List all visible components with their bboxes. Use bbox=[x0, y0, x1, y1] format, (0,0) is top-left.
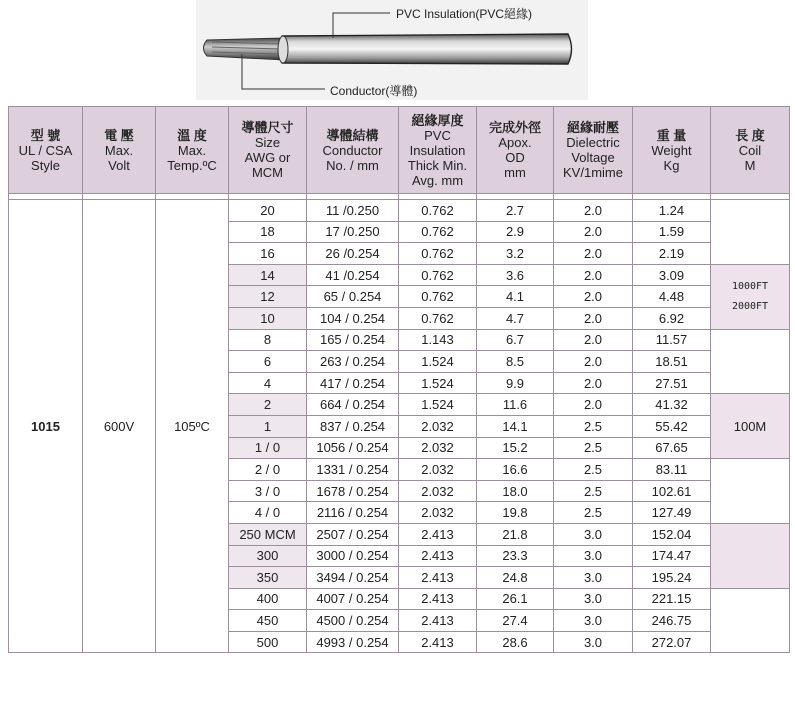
dielectric-cell: 2.5 bbox=[554, 459, 633, 481]
size-cell: 1 bbox=[229, 415, 307, 437]
header-weight-line: Weight bbox=[651, 142, 692, 158]
conductor-cell: 263 / 0.254 bbox=[307, 351, 399, 373]
od-cell: 24.8 bbox=[477, 567, 554, 589]
weight-cell: 195.24 bbox=[633, 567, 711, 589]
dielectric-cell: 2.0 bbox=[554, 329, 633, 351]
header-weight bbox=[633, 107, 711, 194]
dielectric-cell: 2.0 bbox=[554, 221, 633, 243]
header-style-line: 型 號 bbox=[30, 127, 61, 143]
conductor-cell: 3000 / 0.254 bbox=[307, 545, 399, 567]
header-insulation-line: Thick Min. bbox=[407, 157, 468, 173]
header-volt-line: 電 壓 bbox=[104, 127, 134, 143]
od-cell: 9.9 bbox=[477, 372, 554, 394]
size-cell: 450 bbox=[229, 610, 307, 632]
length-cell bbox=[711, 394, 790, 459]
header-temp-line: 溫 度 bbox=[177, 127, 207, 143]
conductor-cell: 104 / 0.254 bbox=[307, 307, 399, 329]
header-temp bbox=[156, 107, 229, 194]
size-cell: 300 bbox=[229, 545, 307, 567]
header-style-line: UL / CSA bbox=[18, 142, 73, 158]
weight-cell: 6.92 bbox=[633, 307, 711, 329]
header-dielectric-line: 絕緣耐壓 bbox=[566, 120, 619, 135]
size-cell: 16 bbox=[229, 243, 307, 265]
header-insulation bbox=[399, 107, 477, 194]
weight-cell: 221.15 bbox=[633, 588, 711, 610]
length-cell bbox=[711, 588, 790, 653]
od-cell: 28.6 bbox=[477, 631, 554, 653]
weight-cell: 174.47 bbox=[633, 545, 711, 567]
dielectric-cell: 2.0 bbox=[554, 264, 633, 286]
insulation-cell: 2.032 bbox=[399, 437, 477, 459]
dielectric-cell: 3.0 bbox=[554, 523, 633, 545]
size-cell: 4 bbox=[229, 372, 307, 394]
conductor-cell: 165 / 0.254 bbox=[307, 329, 399, 351]
size-cell: 2 / 0 bbox=[229, 459, 307, 481]
header-od-line: mm bbox=[504, 165, 526, 180]
conductor-cell: 417 / 0.254 bbox=[307, 372, 399, 394]
size-cell: 20 bbox=[229, 200, 307, 222]
od-cell: 2.9 bbox=[477, 221, 554, 243]
header-size-line: Size bbox=[254, 135, 281, 150]
header-dielectric-line: KV/1mime bbox=[563, 165, 623, 180]
od-cell: 8.5 bbox=[477, 351, 554, 373]
od-cell: 19.8 bbox=[477, 502, 554, 524]
insulation-cell: 2.413 bbox=[399, 523, 477, 545]
dielectric-cell: 2.5 bbox=[554, 480, 633, 502]
header-od-line: OD bbox=[505, 150, 525, 165]
length-cell bbox=[711, 200, 790, 265]
conductor-cell: 4993 / 0.254 bbox=[307, 631, 399, 653]
header-od-line: 完成外徑 bbox=[488, 120, 541, 135]
conductor-strands bbox=[204, 38, 286, 60]
weight-cell: 102.61 bbox=[633, 480, 711, 502]
pvc-insulation bbox=[278, 34, 572, 64]
od-cell: 27.4 bbox=[477, 610, 554, 632]
weight-cell: 83.11 bbox=[633, 459, 711, 481]
header-volt bbox=[83, 107, 156, 194]
insulation-cell: 2.413 bbox=[399, 545, 477, 567]
header-insulation-line: PVC bbox=[424, 127, 451, 143]
insulation-cell: 0.762 bbox=[399, 307, 477, 329]
header-weight-line: Kg bbox=[663, 157, 680, 173]
size-cell: 18 bbox=[229, 221, 307, 243]
dielectric-cell: 3.0 bbox=[554, 545, 633, 567]
insulation-cell: 0.762 bbox=[399, 243, 477, 265]
dielectric-cell: 3.0 bbox=[554, 631, 633, 653]
insulation-cell: 0.762 bbox=[399, 221, 477, 243]
size-cell: 3 / 0 bbox=[229, 480, 307, 502]
length-cell bbox=[711, 459, 790, 524]
header-dielectric-line: Voltage bbox=[571, 150, 615, 165]
weight-cell: 41.32 bbox=[633, 394, 711, 416]
size-cell: 250 MCM bbox=[229, 523, 307, 545]
conductor-cell: 26 /0.254 bbox=[307, 243, 399, 265]
conductor-cell: 2507 / 0.254 bbox=[307, 523, 399, 545]
insulation-cell: 0.762 bbox=[399, 286, 477, 308]
cable-diagram bbox=[0, 0, 795, 100]
header-style-line: Style bbox=[31, 157, 60, 173]
header-size-line: 導體尺寸 bbox=[241, 120, 294, 135]
header-size bbox=[229, 107, 307, 194]
od-cell: 3.6 bbox=[477, 264, 554, 286]
insulation-cell: 2.032 bbox=[399, 502, 477, 524]
header-od bbox=[477, 107, 554, 194]
header-conductor-line: No. / mm bbox=[326, 157, 379, 173]
conductor-label: Conductor(導體) bbox=[330, 84, 418, 98]
insulation-cell: 2.413 bbox=[399, 567, 477, 589]
header-insulation-line: Avg. mm bbox=[411, 172, 464, 188]
header-length-line: 長 度 bbox=[735, 127, 765, 143]
dielectric-cell: 2.0 bbox=[554, 394, 633, 416]
weight-cell: 152.04 bbox=[633, 523, 711, 545]
header-volt-line: Max. bbox=[104, 142, 134, 158]
size-cell: 500 bbox=[229, 631, 307, 653]
conductor-cell: 17 /0.250 bbox=[307, 221, 399, 243]
insulation-label: PVC Insulation(PVC絕緣) bbox=[396, 7, 533, 21]
conductor-cell: 2116 / 0.254 bbox=[307, 502, 399, 524]
header-dielectric bbox=[554, 107, 633, 194]
header-size-line: AWG or bbox=[244, 150, 291, 165]
weight-cell: 272.07 bbox=[633, 631, 711, 653]
header-conductor-line: 導體結構 bbox=[326, 127, 379, 143]
insulation-cell: 0.762 bbox=[399, 264, 477, 286]
insulation-cell: 2.413 bbox=[399, 588, 477, 610]
size-cell: 8 bbox=[229, 329, 307, 351]
weight-cell: 246.75 bbox=[633, 610, 711, 632]
conductor-cell: 837 / 0.254 bbox=[307, 415, 399, 437]
size-cell: 2 bbox=[229, 394, 307, 416]
insulation-cell: 0.762 bbox=[399, 200, 477, 222]
od-cell: 21.8 bbox=[477, 523, 554, 545]
od-cell: 26.1 bbox=[477, 588, 554, 610]
conductor-cell: 1056 / 0.254 bbox=[307, 437, 399, 459]
od-cell: 14.1 bbox=[477, 415, 554, 437]
dielectric-cell: 2.0 bbox=[554, 243, 633, 265]
header-length bbox=[711, 107, 790, 194]
size-cell: 10 bbox=[229, 307, 307, 329]
conductor-cell: 1331 / 0.254 bbox=[307, 459, 399, 481]
weight-cell: 18.51 bbox=[633, 351, 711, 373]
conductor-cell: 664 / 0.254 bbox=[307, 394, 399, 416]
weight-cell: 27.51 bbox=[633, 372, 711, 394]
header-insulation-line: Insulation bbox=[409, 142, 466, 158]
size-cell: 4 / 0 bbox=[229, 502, 307, 524]
weight-cell: 3.09 bbox=[633, 264, 711, 286]
weight-cell: 1.59 bbox=[633, 221, 711, 243]
header-volt-line: Volt bbox=[108, 157, 130, 173]
conductor-cell: 4500 / 0.254 bbox=[307, 610, 399, 632]
length-value: 2000FT bbox=[731, 300, 769, 312]
volt-cell: 600V bbox=[83, 200, 156, 653]
dielectric-cell: 2.5 bbox=[554, 437, 633, 459]
header-length-line: Coil bbox=[738, 142, 762, 158]
dielectric-cell: 2.0 bbox=[554, 351, 633, 373]
insulation-cell: 2.413 bbox=[399, 631, 477, 653]
weight-cell: 2.19 bbox=[633, 243, 711, 265]
insulation-cell: 2.032 bbox=[399, 415, 477, 437]
header-insulation-line: 絕緣厚度 bbox=[411, 112, 464, 128]
header-style bbox=[9, 107, 83, 194]
od-cell: 4.7 bbox=[477, 307, 554, 329]
od-cell: 6.7 bbox=[477, 329, 554, 351]
weight-cell: 1.24 bbox=[633, 200, 711, 222]
conductor-cell: 65 / 0.254 bbox=[307, 286, 399, 308]
dielectric-cell: 3.0 bbox=[554, 567, 633, 589]
insulation-cell: 2.032 bbox=[399, 459, 477, 481]
length-value: 1000FT bbox=[731, 280, 769, 292]
od-cell: 4.1 bbox=[477, 286, 554, 308]
length-value: 100M bbox=[733, 418, 767, 434]
conductor-cell: 41 /0.254 bbox=[307, 264, 399, 286]
weight-cell: 4.48 bbox=[633, 286, 711, 308]
insulation-cell: 1.524 bbox=[399, 372, 477, 394]
conductor-cell: 1678 / 0.254 bbox=[307, 480, 399, 502]
od-cell: 2.7 bbox=[477, 200, 554, 222]
weight-cell: 55.42 bbox=[633, 415, 711, 437]
header-od-line: Apox. bbox=[498, 135, 532, 150]
size-cell: 6 bbox=[229, 351, 307, 373]
table-row bbox=[9, 200, 790, 222]
insulation-cell: 2.032 bbox=[399, 480, 477, 502]
size-cell: 12 bbox=[229, 286, 307, 308]
size-cell: 14 bbox=[229, 264, 307, 286]
header-conductor bbox=[307, 107, 399, 194]
size-cell: 350 bbox=[229, 567, 307, 589]
od-cell: 23.3 bbox=[477, 545, 554, 567]
size-cell: 400 bbox=[229, 588, 307, 610]
length-cell bbox=[711, 523, 790, 588]
header-dielectric-line: Dielectric bbox=[566, 135, 620, 150]
table-body bbox=[9, 194, 790, 653]
header-temp-line: Temp.ºC bbox=[167, 157, 217, 173]
weight-cell: 11.57 bbox=[633, 329, 711, 351]
insulation-cell: 1.524 bbox=[399, 351, 477, 373]
header-temp-line: Max. bbox=[177, 142, 207, 158]
temp-cell: 105ºC bbox=[156, 200, 229, 653]
length-cell bbox=[711, 329, 790, 394]
dielectric-cell: 2.0 bbox=[554, 307, 633, 329]
conductor-cell: 3494 / 0.254 bbox=[307, 567, 399, 589]
od-cell: 11.6 bbox=[477, 394, 554, 416]
od-cell: 18.0 bbox=[477, 480, 554, 502]
header-row bbox=[9, 107, 790, 194]
dielectric-cell: 2.5 bbox=[554, 502, 633, 524]
conductor-cell: 4007 / 0.254 bbox=[307, 588, 399, 610]
insulation-cell: 1.524 bbox=[399, 394, 477, 416]
header-length-line: M bbox=[744, 157, 756, 173]
header-weight-line: 重 量 bbox=[656, 127, 687, 143]
length-cell bbox=[711, 264, 790, 329]
dielectric-cell: 3.0 bbox=[554, 588, 633, 610]
insulation-cell: 2.413 bbox=[399, 610, 477, 632]
od-cell: 3.2 bbox=[477, 243, 554, 265]
dielectric-cell: 3.0 bbox=[554, 610, 633, 632]
conductor-cell: 11 /0.250 bbox=[307, 200, 399, 222]
od-cell: 16.6 bbox=[477, 459, 554, 481]
weight-cell: 67.65 bbox=[633, 437, 711, 459]
od-cell: 15.2 bbox=[477, 437, 554, 459]
size-cell: 1 / 0 bbox=[229, 437, 307, 459]
style-cell: 1015 bbox=[9, 200, 83, 653]
dielectric-cell: 2.0 bbox=[554, 372, 633, 394]
insulation-cell: 1.143 bbox=[399, 329, 477, 351]
spec-table bbox=[8, 106, 790, 653]
weight-cell: 127.49 bbox=[633, 502, 711, 524]
dielectric-cell: 2.0 bbox=[554, 286, 633, 308]
header-size-line: MCM bbox=[251, 165, 284, 180]
dielectric-cell: 2.0 bbox=[554, 200, 633, 222]
dielectric-cell: 2.5 bbox=[554, 415, 633, 437]
header-conductor-line: Conductor bbox=[322, 142, 383, 158]
